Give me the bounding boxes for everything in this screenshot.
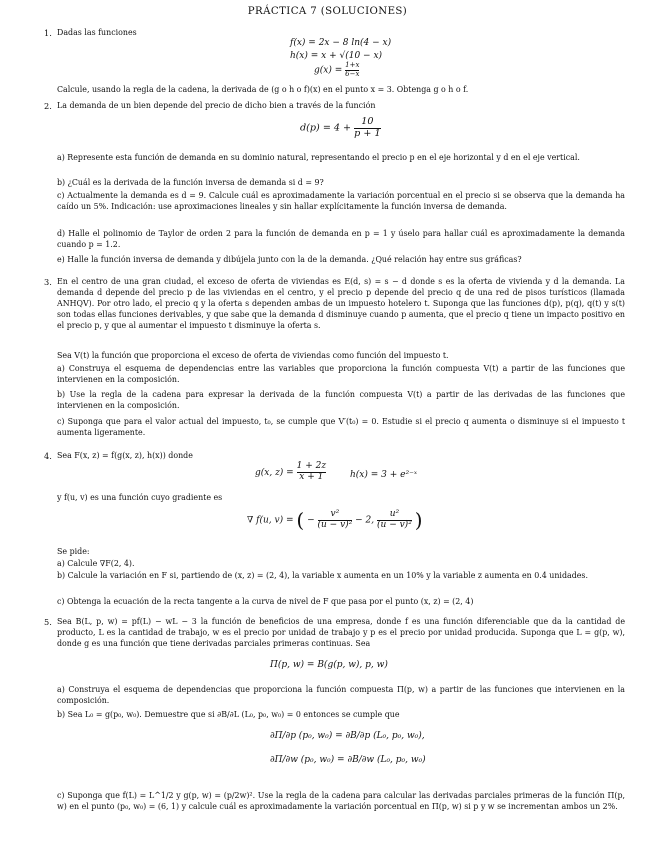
- problem-2-demand-eq: [300, 117, 381, 139]
- problem-4-g-denominator: x + 1: [297, 472, 326, 483]
- problem-5-part-c: c) Suponga que f(L) = L^1/2 y g(p, w) = (p/2w)². Use la regla de la cadena para calcular las derivadas parciales primeras de la función Π(p, w) en el punto (p₀, w₀) = (6, 1) y calcule cuál es aproximadamente la variación porcentual en Π(p, w) si p y w se incrementan ambos un 2%.: [57, 791, 625, 811]
- problem-5-eq-2: ∂Π/∂w (p₀, w₀) = ∂B/∂w (L₀, p₀, w₀): [270, 755, 426, 765]
- problem-4-number: 4.: [44, 451, 52, 461]
- problem-1-h-eq: h(x) = x + √(10 − x): [290, 51, 383, 61]
- problem-2-demand-lhs: d(p) = 4 +: [300, 122, 352, 134]
- problem-2-part-d: d) Halle el polinomio de Taylor de orden 2 para la función de demanda en p = 1 y úselo para hallar cuál es aproximadamente la demanda cuando p = 1.2.: [57, 229, 625, 249]
- right-paren: ): [414, 508, 423, 532]
- problem-5-part-a: a) Construya el esquema de dependencias que proporciona la función compuesta Π(p, w) a partir de las funciones que intervienen en la composición.: [57, 685, 625, 705]
- problem-4-gradient-lhs: ∇ f(u, v) =: [247, 515, 294, 526]
- problem-4-g-fraction: [297, 462, 326, 483]
- problem-1-text: Calcule, usando la regla de la cadena, la derivada de (g o h o f)(x) en el punto x = 3. Obtenga g o h o f.: [57, 85, 469, 94]
- problem-5-number: 5.: [44, 617, 52, 627]
- problem-1-intro: Dadas las funciones: [57, 28, 137, 37]
- problem-4-gradient-num-2: u²: [389, 508, 400, 519]
- problem-4-gradient-den-2: (u − v)²: [377, 519, 412, 530]
- problem-1-g-eq: [314, 62, 359, 78]
- problem-4-gradient-den-1: (u − v)²: [317, 519, 353, 530]
- problem-4-se-pide: Se pide:: [57, 547, 90, 556]
- problem-2-part-a: a) Represente esta función de demanda en su dominio natural, representando el precio p en el eje horizontal y d en el eje vertical.: [57, 153, 580, 162]
- problem-4-gradient-num-1: v²: [330, 508, 340, 519]
- problem-2-part-e: e) Halle la función inversa de demanda y dibújela junto con la de la demanda. ¿Qué relación hay entre sus gráficas?: [57, 255, 522, 264]
- problem-2-intro: La demanda de un bien depende del precio de dicho bien a través de la función: [57, 101, 376, 110]
- problem-1-g-lhs: g(x) =: [314, 65, 343, 76]
- problem-1-f-eq: f(x) = 2x − 8 ln(4 − x): [290, 38, 392, 48]
- page-title: PRÁCTICA 7 (SOLUCIONES): [247, 6, 408, 17]
- problem-3-number: 3.: [44, 277, 52, 287]
- problem-4-h-eq: h(x) = 3 + e²⁻ˣ: [350, 470, 418, 480]
- problem-4-gradient-mid: − 2,: [355, 515, 375, 526]
- problem-4-gradient-intro: y f(u, v) es una función cuyo gradiente es: [57, 493, 223, 502]
- problem-3-part-b: b) Use la regla de la cadena para expresar la derivada de la función compuesta V(t) a partir de las derivadas de las funciones que intervienen en la composición.: [57, 390, 625, 410]
- problem-3-part-c: c) Suponga que para el valor actual del impuesto, t₀, se cumple que V′(t₀) = 0. Estudie si el precio q aumenta o disminuye si el impuesto t aumenta ligeramente.: [57, 417, 625, 437]
- problem-5-pi-eq: Π(p, w) = B(g(p, w), p, w): [270, 660, 388, 670]
- problem-1-g-numerator: 1+x: [345, 61, 360, 69]
- problem-3-part-a: a) Construya el esquema de dependencias entre las variables que proporciona la función compuesta V(t) a partir de las funciones que intervienen en la composición.: [57, 364, 625, 384]
- problem-3-intro: En el centro de una gran ciudad, el exceso de oferta de viviendas es E(d, s) = s − d donde s es la oferta de vivienda y d la demanda. La demanda d depende del precio p de las viviendas en el centro, y el precio p depende del precio q de una red de pisos turísticos (llamada ANHQV). Por otro lado, el precio q y la oferta s dependen ambas de un impuesto hotelero t. Suponga que las funciones d(p), p(q), q(t) y s(t) son todas ellas funciones derivables, y que sabe que la demanda d disminuye cuando p aumenta, que el precio q tiene un impacto positivo en el precio p, y que al aumentar el impuesto t disminuye la oferta s.: [57, 277, 625, 330]
- problem-4-gradient-eq: ∇ f(u, v) = ( − $\frac{\text{v²}}{\text{(u − v)²}}$ − 2, $\frac{\text{u²}}{\text{(u − v)²}}$ ): [247, 508, 423, 532]
- left-paren: (: [296, 508, 305, 532]
- problem-2-demand-fraction: [354, 117, 380, 139]
- problem-2-number: 2.: [44, 101, 52, 111]
- problem-2-demand-denominator: p + 1: [354, 127, 381, 139]
- problem-4-part-c: c) Obtenga la ecuación de la recta tangente a la curva de nivel de F que pasa por el punto (x, z) = (2, 4): [57, 597, 474, 606]
- problem-5-intro: Sea B(L, p, w) = pf(L) − wL − 3 la función de beneficios de una empresa, donde f es una función diferenciable que da la cantidad de producto, L es la cantidad de trabajo, w es el precio por unidad de trabajo y p es el precio por unidad producida. Suponga que L = g(p, w), donde g es una función que tiene derivadas parciales primeras continuas. Sea: [57, 617, 625, 648]
- problem-4-gradient-frac-2: [377, 510, 412, 531]
- problem-2-demand-numerator: 10: [361, 116, 374, 127]
- problem-5-part-b: b) Sea L₀ = g(p₀, w₀). Demuestre que si ∂B/∂L (L₀, p₀, w₀) = 0 entonces se cumple que: [57, 710, 400, 719]
- problem-1-number: 1.: [44, 28, 52, 38]
- problem-4-g-numerator: 1 + 2z: [296, 461, 327, 471]
- problem-4-part-a: a) Calcule ∇F(2, 4).: [57, 559, 135, 568]
- problem-1-g-fraction: [345, 62, 359, 78]
- problem-3-sea: Sea V(t) la función que proporciona el exceso de oferta de viviendas como función del impuesto t.: [57, 351, 449, 360]
- problem-4-part-b: b) Calcule la variación en F si, partiendo de (x, z) = (2, 4), la variable x aumenta en un 10% y la variable z aumenta en 0.4 unidades.: [57, 571, 588, 580]
- problem-2-part-c: c) Actualmente la demanda es d = 9. Calcule cuál es aproximadamente la variación porcentual en el precio si se observa que la demanda ha caído un 5%. Indicación: use aproximaciones lineales y sin hallar explícitamente la función inversa de demanda.: [57, 191, 625, 211]
- problem-4-intro: Sea F(x, z) = f(g(x, z), h(x)) donde: [57, 451, 193, 460]
- problem-4-g-lhs: g(x, z) =: [255, 467, 294, 478]
- problem-4-gradient-frac-1: [318, 510, 353, 531]
- problem-2-part-b: b) ¿Cuál es la derivada de la función inversa de demanda si d = 9?: [57, 178, 324, 187]
- problem-4-g-eq: [255, 462, 326, 483]
- problem-5-eq-1: ∂Π/∂p (p₀, w₀) = ∂B/∂p (L₀, p₀, w₀),: [270, 731, 425, 741]
- problem-1-g-denominator: 6−x: [345, 69, 360, 78]
